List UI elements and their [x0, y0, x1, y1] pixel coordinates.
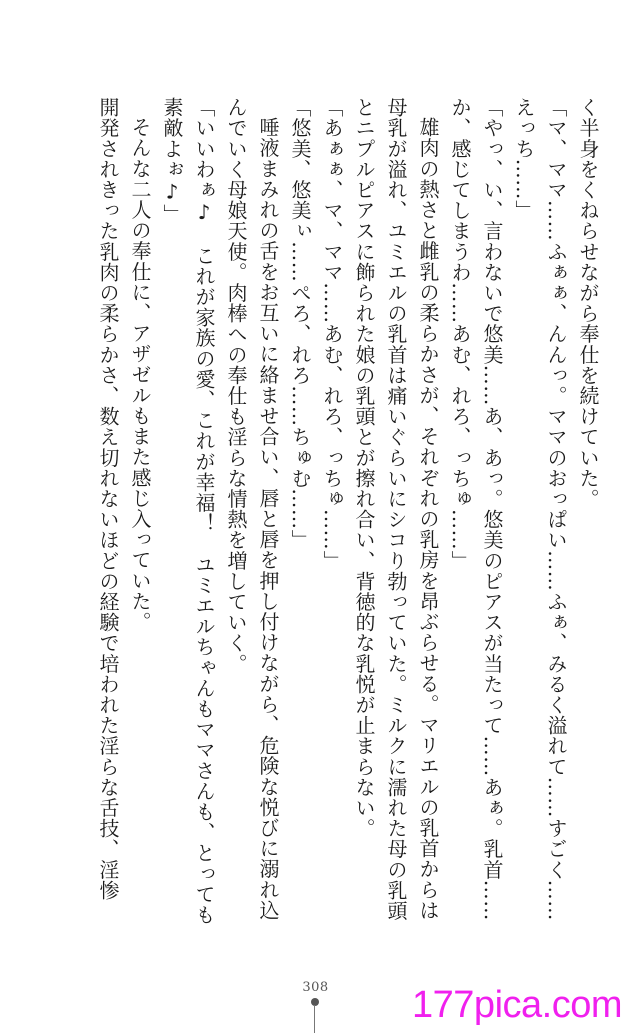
- text-line: 唾液まみれの舌をお互いに絡ませ合い、唇と唇を押し付けながら、危険な悦びに溺れ込: [256, 117, 280, 921]
- text-line: 「あぁぁ、マ、ママ……あむ、れろ、っちゅ……」: [320, 97, 344, 571]
- text-line: 素敵よぉ♪」: [160, 97, 184, 225]
- text-line: く半身をくねらせながら奉仕を続けていた。: [576, 97, 600, 509]
- vertical-body-text: [92, 97, 604, 949]
- text-line: んでいく母娘天使。肉棒への奉仕も淫らな情熱を増していく。: [224, 97, 248, 674]
- page-number: 308: [302, 980, 329, 995]
- text-line: 開発されきった乳肉の柔らかさ、数え切れないほどの経験で培われた淫らな舌技、淫惨: [96, 97, 120, 901]
- text-line: 母乳が溢れ、ユミエルの乳首は痛いぐらいにシコり勃っていた。ミルクに濡れた母の乳頭: [384, 97, 408, 921]
- text-line: 「マ、ママ……ふぁぁ、んんっ。ママのおっぱい……ふぁ、みるく溢れて……すごく……: [544, 97, 568, 921]
- watermark: 177pica.com: [412, 984, 622, 1026]
- text-line: そんな二人の奉仕に、アザゼルもまた感じ入っていた。: [128, 117, 152, 632]
- text-line: 「やっ、い、言わないで悠美……あ、あっ。悠美のピアスが当たって……あぁ。乳首……: [480, 97, 504, 921]
- text-line: 雄肉の熱さと雌乳の柔らかさが、それぞれの乳房を昂ぶらせる。マリエルの乳首からは: [416, 117, 440, 921]
- page-marker-stem: [314, 1005, 315, 1033]
- text-line: えっち……」: [512, 97, 536, 221]
- text-line: とニプルピアスに飾られた娘の乳頭とが擦れ合い、背徳的な乳悦が止まらない。: [352, 97, 376, 839]
- text-line: 「いいわぁ♪ これが家族の愛、これが幸福！ ユミエルちゃんもママさんも、とっても: [192, 97, 216, 925]
- text-line: か、感じてしまうわ……あむ、れろ、っちゅ……」: [448, 97, 472, 571]
- text-line: 「悠美、悠美ぃ……ぺろ、れろ……ちゅむ……」: [288, 97, 312, 551]
